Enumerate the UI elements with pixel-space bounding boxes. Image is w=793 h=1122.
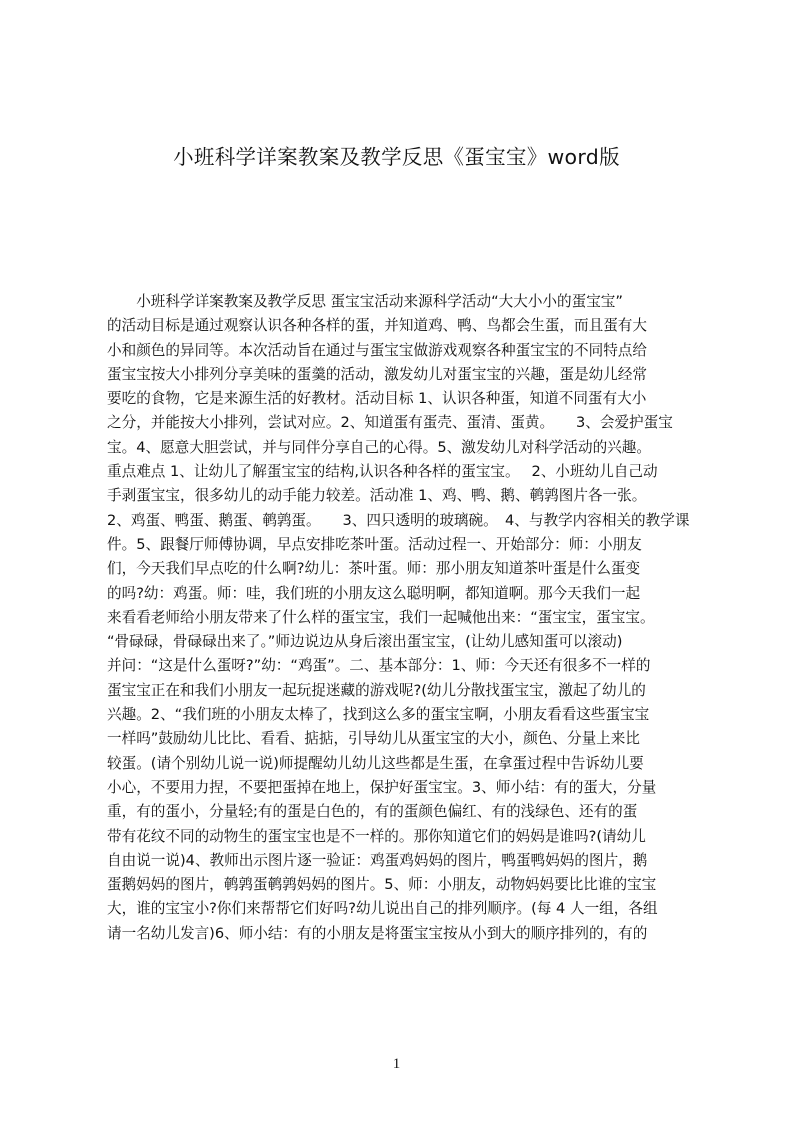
body-text-line: 件。5、跟餐厅师傅协调，早点安排吃茶叶蛋。活动过程一、开始部分：师：小朋友 xyxy=(107,535,642,553)
body-text-line: 的活动目标是通过观察认识各种各样的蛋，并知道鸡、鸭、鸟都会生蛋，而且蛋有大 xyxy=(107,317,647,335)
body-text-line: 们，今天我们早点吃的什么啊?幼儿：茶叶蛋。师：那小朋友知道茶叶蛋是什么蛋变 xyxy=(107,560,641,578)
body-text-line: 自由说一说)4、教师出示图片逐一验证：鸡蛋鸡妈妈的图片，鸭蛋鸭妈妈的图片，鹅 xyxy=(107,851,648,869)
body-text-line: 小班科学详案教案及教学反思 蛋宝宝活动来源科学活动“大大小小的蛋宝宝” xyxy=(107,293,623,310)
body-text-line: 带有花纹不同的动物生的蛋宝宝也是不一样的。那你知道它们的妈妈是谁吗?(请幼儿 xyxy=(107,827,646,845)
body-text-line: 请一名幼儿发言)6、师小结：有的小朋友是将蛋宝宝按从小到大的顺序排列的，有的 xyxy=(107,924,648,942)
page-number: 1 xyxy=(392,1056,401,1072)
body-text-line: 来看看老师给小朋友带来了什么样的蛋宝宝，我们一起喊他出来：“蛋宝宝，蛋宝宝。 xyxy=(107,608,655,626)
body-text-line: 小和颜色的异同等。本次活动旨在通过与蛋宝宝做游戏观察各种蛋宝宝的不同特点给 xyxy=(107,341,647,359)
document-body xyxy=(107,290,697,1040)
body-text-line: 蛋宝宝正在和我们小朋友一起玩捉迷藏的游戏呢?(幼儿分散找蛋宝宝，激起了幼儿的 xyxy=(107,681,646,699)
body-text-line: 并问：“这是什么蛋呀?”幼：“鸡蛋”。二、基本部分：1、师：今天还有很多不一样的 xyxy=(107,657,651,675)
body-text-line: 蛋鹅妈妈的图片，鹌鹑蛋鹌鹑妈妈的图片。5、师：小朋友，动物妈妈要比比谁的宝宝 xyxy=(107,876,657,894)
body-text-line: 重，有的蛋小，分量轻;有的蛋是白色的，有的蛋颜色偏红、有的浅绿色、还有的蛋 xyxy=(107,803,638,821)
body-text-line: 较蛋。(请个别幼儿说一说)师提醒幼儿幼儿这些都是生蛋，在拿蛋过程中告诉幼儿要 xyxy=(107,754,644,772)
body-text-line: 的吗?幼：鸡蛋。师：哇，我们班的小朋友这么聪明啊，都知道啊。那今天我们一起 xyxy=(107,584,641,602)
body-text-line: 要吃的食物，它是来源生活的好教材。活动目标 1、认识各种蛋，知道不同蛋有大小 xyxy=(107,390,647,408)
body-text-line: 一样吗”鼓励幼儿比比、看看、掂掂，引导幼儿从蛋宝宝的大小，颜色、分量上来比 xyxy=(107,730,640,748)
body-text-line: 手剥蛋宝宝，很多幼儿的动手能力较差。活动准 1、鸡、鸭、鹅、鹌鹑图片各一张。 xyxy=(107,487,647,505)
body-text-line: 之分，并能按大小排列，尝试对应。2、知道蛋有蛋壳、蛋清、蛋黄。 3、会爱护蛋宝 xyxy=(107,414,673,432)
body-text-line: 大，谁的宝宝小?你们来帮帮它们好吗?幼儿说出自己的排列顺序。(每 4 人一组，各组 xyxy=(107,900,658,918)
body-text-line: 兴趣。2、“我们班的小朋友太棒了，找到这么多的蛋宝宝啊，小朋友看看这些蛋宝宝 xyxy=(107,706,650,724)
body-text-line: 小心，不要用力捏，不要把蛋掉在地上，保护好蛋宝宝。3、师小结：有的蛋大，分量 xyxy=(107,778,657,796)
body-text-line: 重点难点 1、让幼儿了解蛋宝宝的结构,认识各种各样的蛋宝宝。 2、小班幼儿自己动 xyxy=(107,463,658,481)
document-title: 小班科学详案教案及教学反思《蛋宝宝》word版 xyxy=(173,145,620,169)
body-text-line: “骨碌碌，骨碌碌出来了。”师边说边从身后滚出蛋宝宝，(让幼儿感知蛋可以滚动) xyxy=(107,633,623,651)
body-text-line: 蛋宝宝按大小排列分享美味的蛋羹的活动，激发幼儿对蛋宝宝的兴趣，蛋是幼儿经常 xyxy=(107,365,647,383)
body-text-line: 宝。4、愿意大胆尝试，并与同伴分享自己的心得。5、激发幼儿对科学活动的兴趣。 xyxy=(107,438,651,456)
body-text-line: 2、鸡蛋、鸭蛋、鹅蛋、鹌鹑蛋。 3、四只透明的玻璃碗。 4、与教学内容相关的教学课 xyxy=(107,511,690,529)
